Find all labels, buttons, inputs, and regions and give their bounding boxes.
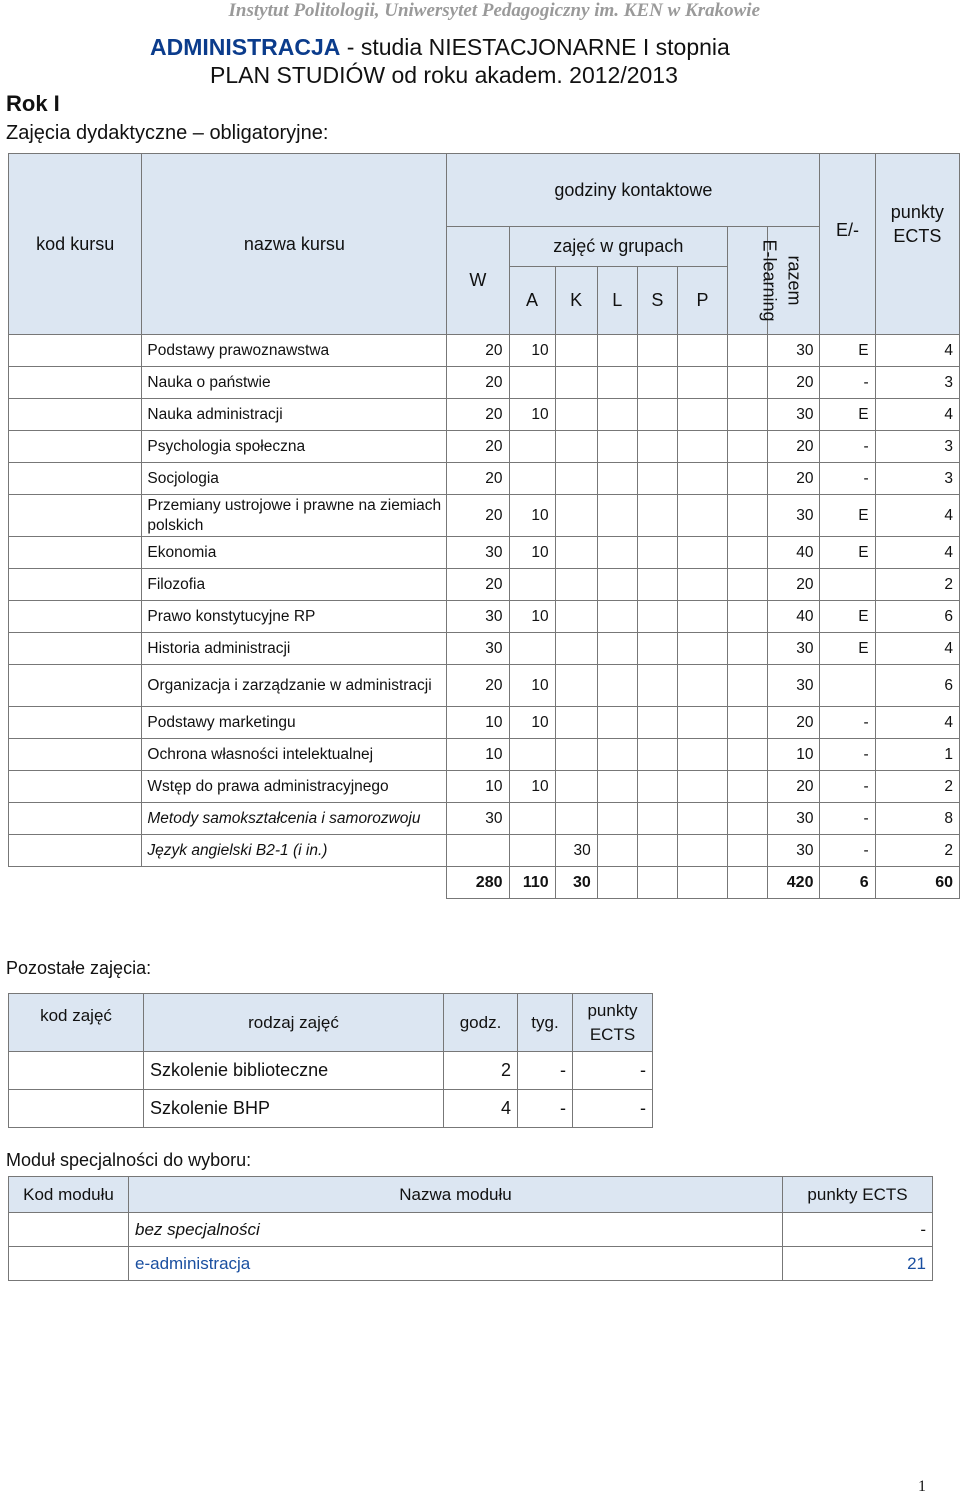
course-row-a: 10	[509, 601, 555, 633]
module-row-name: bez specjalności	[129, 1213, 783, 1247]
module-header-kod: Kod modułu	[9, 1177, 129, 1213]
other-header-godz: godz.	[444, 994, 518, 1052]
total-s	[637, 867, 677, 899]
course-row-ects: 1	[875, 739, 959, 771]
course-row-ects: 2	[875, 835, 959, 867]
course-row-k	[555, 601, 597, 633]
course-row-name: Język angielski B2-1 (i in.)	[142, 835, 447, 867]
course-row-l	[597, 601, 637, 633]
course-row-s	[637, 665, 677, 707]
course-row-l	[597, 707, 637, 739]
module-row-kod	[9, 1247, 129, 1281]
course-row-name: Ochrona własności intelektualnej	[142, 739, 447, 771]
course-row-s	[637, 569, 677, 601]
course-row-kod	[9, 463, 142, 495]
course-row-l	[597, 633, 637, 665]
course-row-kod	[9, 707, 142, 739]
course-row-elearning	[728, 335, 768, 367]
course-row-razem: 30	[768, 803, 820, 835]
course-row-kod	[9, 569, 142, 601]
course-row-k	[555, 367, 597, 399]
course-row-ects: 4	[875, 537, 959, 569]
other-row-ects: -	[573, 1052, 653, 1090]
module-row-kod	[9, 1213, 129, 1247]
header-kod-kursu: kod kursu	[9, 154, 142, 335]
course-row-l	[597, 569, 637, 601]
module-row-ects: -	[783, 1213, 933, 1247]
header-elearning-cell	[728, 227, 780, 335]
course-row-elearning	[728, 601, 768, 633]
course-row	[9, 739, 960, 771]
course-row-a: 10	[509, 495, 555, 537]
course-row	[9, 771, 960, 803]
course-row-a	[509, 569, 555, 601]
course-row-a: 10	[509, 537, 555, 569]
course-row-s	[637, 771, 677, 803]
course-row-k: 30	[555, 835, 597, 867]
course-row-l	[597, 771, 637, 803]
course-row	[9, 463, 960, 495]
institute-header: Instytut Politologii, Uniwersytet Pedagogiczny im. KEN w Krakowie	[228, 0, 760, 21]
course-row-razem: 20	[768, 569, 820, 601]
course-row	[9, 665, 960, 707]
course-row-razem: 20	[768, 367, 820, 399]
course-row-p	[677, 537, 727, 569]
course-row-ects: 8	[875, 803, 959, 835]
course-row-a: 10	[509, 771, 555, 803]
course-row-s	[637, 739, 677, 771]
course-row-k	[555, 335, 597, 367]
header-punkty-ects: punkty ECTS	[875, 154, 959, 335]
totals-empty-name	[142, 867, 447, 899]
course-row-a: 10	[509, 707, 555, 739]
course-row-name: Ekonomia	[142, 537, 447, 569]
other-row-godz: 2	[444, 1052, 518, 1090]
course-row-w: 30	[447, 633, 509, 665]
course-row-w: 30	[447, 803, 509, 835]
course-row-e: -	[820, 835, 875, 867]
course-row-s	[637, 633, 677, 665]
course-row-p	[677, 335, 727, 367]
course-row-razem: 40	[768, 601, 820, 633]
mandatory-courses-table	[8, 153, 960, 899]
course-row-kod	[9, 803, 142, 835]
course-row-p	[677, 399, 727, 431]
course-row-l	[597, 399, 637, 431]
course-row-l	[597, 367, 637, 399]
course-row-w: 20	[447, 495, 509, 537]
course-row-k	[555, 399, 597, 431]
course-row-ects: 4	[875, 399, 959, 431]
header-nazwa-kursu: nazwa kursu	[142, 154, 447, 335]
course-row-kod	[9, 665, 142, 707]
course-row-ects: 4	[875, 633, 959, 665]
other-header-rodzaj: rodzaj zajęć	[144, 994, 444, 1052]
course-row-e: -	[820, 367, 875, 399]
course-row-w: 10	[447, 771, 509, 803]
course-row-elearning	[728, 739, 768, 771]
course-row-kod	[9, 335, 142, 367]
year-heading: Rok I	[6, 91, 60, 116]
course-row	[9, 835, 960, 867]
course-row-p	[677, 633, 727, 665]
course-row-s	[637, 463, 677, 495]
course-row-w: 20	[447, 431, 509, 463]
course-row	[9, 707, 960, 739]
course-row	[9, 601, 960, 633]
course-row-a: 10	[509, 335, 555, 367]
course-row-w: 20	[447, 569, 509, 601]
course-row-kod	[9, 495, 142, 537]
module-row-name: e-administracja	[129, 1247, 783, 1281]
course-row-s	[637, 367, 677, 399]
course-row-razem: 30	[768, 633, 820, 665]
total-a: 110	[509, 867, 555, 899]
header-e-exam: E/-	[820, 154, 875, 335]
course-row-w: 10	[447, 739, 509, 771]
course-row-k	[555, 495, 597, 537]
course-row-s	[637, 431, 677, 463]
course-row-name: Socjologia	[142, 463, 447, 495]
course-row-elearning	[728, 431, 768, 463]
course-row-s	[637, 835, 677, 867]
course-row	[9, 633, 960, 665]
course-row-razem: 20	[768, 771, 820, 803]
course-row-name: Przemiany ustrojowe i prawne na ziemiach polskich	[142, 495, 447, 537]
course-row-ects: 2	[875, 771, 959, 803]
course-row-name: Podstawy prawoznawstwa	[142, 335, 447, 367]
course-row-a	[509, 633, 555, 665]
course-row-w: 20	[447, 335, 509, 367]
course-row-razem: 30	[768, 335, 820, 367]
course-row-s	[637, 707, 677, 739]
course-row-k	[555, 431, 597, 463]
course-row-s	[637, 601, 677, 633]
course-row-w: 20	[447, 399, 509, 431]
course-row-e: E	[820, 399, 875, 431]
course-row-e	[820, 665, 875, 707]
course-row-a	[509, 367, 555, 399]
module-header-ects: punkty ECTS	[783, 1177, 933, 1213]
course-row-w: 20	[447, 463, 509, 495]
program-title	[150, 34, 730, 61]
other-row-tyg: -	[518, 1052, 573, 1090]
course-row-p	[677, 463, 727, 495]
course-row-l	[597, 431, 637, 463]
header-razem: razem	[784, 255, 805, 306]
other-row-tyg: -	[518, 1090, 573, 1128]
totals-row	[9, 867, 960, 899]
course-row-ects: 4	[875, 707, 959, 739]
course-row-p	[677, 495, 727, 537]
course-row-w: 30	[447, 537, 509, 569]
course-row-w: 10	[447, 707, 509, 739]
course-row-name: Wstęp do prawa administracyjnego	[142, 771, 447, 803]
course-row-p	[677, 803, 727, 835]
course-row-kod	[9, 771, 142, 803]
header-elearning: E-learning	[759, 239, 780, 322]
course-row-p	[677, 601, 727, 633]
course-row-name: Podstawy marketingu	[142, 707, 447, 739]
course-row-l	[597, 665, 637, 707]
course-row-a	[509, 803, 555, 835]
course-row-elearning	[728, 707, 768, 739]
total-e: 6	[820, 867, 875, 899]
course-row	[9, 367, 960, 399]
course-row-s	[637, 537, 677, 569]
total-l	[597, 867, 637, 899]
specialization-module-table	[8, 1176, 933, 1281]
course-row-k	[555, 771, 597, 803]
course-row-razem: 20	[768, 707, 820, 739]
other-row-ects: -	[573, 1090, 653, 1128]
course-row-razem: 40	[768, 537, 820, 569]
course-row-ects: 2	[875, 569, 959, 601]
course-row-a: 10	[509, 665, 555, 707]
course-row-elearning	[728, 771, 768, 803]
course-row-elearning	[728, 367, 768, 399]
module-row-ects: 21	[783, 1247, 933, 1281]
course-row-p	[677, 771, 727, 803]
course-row-ects: 4	[875, 335, 959, 367]
course-row-ects: 6	[875, 665, 959, 707]
course-row	[9, 495, 960, 537]
course-row-razem: 30	[768, 399, 820, 431]
course-row-ects: 3	[875, 367, 959, 399]
page-number: 1	[918, 1478, 926, 1495]
course-row-a	[509, 835, 555, 867]
course-row-kod	[9, 633, 142, 665]
program-name: ADMINISTRACJA	[150, 34, 341, 60]
course-row-e	[820, 569, 875, 601]
other-row-name: Szkolenie biblioteczne	[144, 1052, 444, 1090]
course-row-e: -	[820, 463, 875, 495]
course-row-razem: 30	[768, 665, 820, 707]
course-row-e: -	[820, 771, 875, 803]
header-w: W	[447, 227, 509, 335]
course-row-e: E	[820, 601, 875, 633]
course-row-e: E	[820, 495, 875, 537]
course-row-kod	[9, 601, 142, 633]
course-row-w: 30	[447, 601, 509, 633]
course-row-a: 10	[509, 399, 555, 431]
header-a: A	[509, 267, 555, 335]
other-header-tyg: tyg.	[518, 994, 573, 1052]
course-row-w: 20	[447, 367, 509, 399]
course-row-razem: 30	[768, 835, 820, 867]
section-mandatory-heading: Zajęcia dydaktyczne – obligatoryjne:	[6, 122, 329, 144]
course-row-razem: 20	[768, 463, 820, 495]
course-row-razem: 10	[768, 739, 820, 771]
plan-title: PLAN STUDIÓW od roku akadem. 2012/2013	[210, 62, 678, 88]
course-row-k	[555, 633, 597, 665]
other-row-kod	[9, 1090, 144, 1128]
course-row-a	[509, 739, 555, 771]
course-row-k	[555, 537, 597, 569]
course-row	[9, 431, 960, 463]
mandatory-courses-body	[9, 335, 960, 867]
course-row-ects: 6	[875, 601, 959, 633]
course-row-kod	[9, 739, 142, 771]
course-row-elearning	[728, 665, 768, 707]
course-row-s	[637, 803, 677, 835]
course-row-l	[597, 537, 637, 569]
course-row-elearning	[728, 463, 768, 495]
course-row-l	[597, 803, 637, 835]
course-row-e: -	[820, 431, 875, 463]
course-row-l	[597, 835, 637, 867]
course-row-elearning	[728, 569, 768, 601]
course-row-s	[637, 495, 677, 537]
section-module-heading: Moduł specjalności do wyboru:	[6, 1150, 252, 1170]
course-row-s	[637, 335, 677, 367]
header-zajec-w-grupach: zajęć w grupach	[509, 227, 728, 267]
course-row-kod	[9, 537, 142, 569]
header-l: L	[597, 267, 637, 335]
header-k: K	[555, 267, 597, 335]
course-row-k	[555, 463, 597, 495]
other-header-ects: punkty ECTS	[573, 994, 653, 1052]
course-row-ects: 3	[875, 431, 959, 463]
total-ects: 60	[875, 867, 959, 899]
course-row-elearning	[728, 633, 768, 665]
course-row-elearning	[728, 803, 768, 835]
course-row-p	[677, 665, 727, 707]
course-row-a	[509, 463, 555, 495]
course-row-l	[597, 335, 637, 367]
course-row-e: -	[820, 707, 875, 739]
course-row-p	[677, 569, 727, 601]
module-row	[9, 1247, 933, 1281]
course-row-ects: 4	[875, 495, 959, 537]
total-w: 280	[447, 867, 509, 899]
course-row-name: Historia administracji	[142, 633, 447, 665]
course-row	[9, 803, 960, 835]
totals-empty-kod	[9, 867, 142, 899]
header-p: P	[677, 267, 727, 335]
course-row-elearning	[728, 537, 768, 569]
course-row-w: 20	[447, 665, 509, 707]
course-row-elearning	[728, 835, 768, 867]
course-row-e: E	[820, 633, 875, 665]
course-row	[9, 399, 960, 431]
total-p	[677, 867, 727, 899]
other-row-kod	[9, 1052, 144, 1090]
course-row-name: Prawo konstytucyjne RP	[142, 601, 447, 633]
course-row-w	[447, 835, 509, 867]
other-header-kod: kod zajęć	[9, 994, 144, 1052]
course-row-name: Metody samokształcenia i samorozwoju	[142, 803, 447, 835]
total-k: 30	[555, 867, 597, 899]
course-row-kod	[9, 835, 142, 867]
course-row-e: -	[820, 803, 875, 835]
course-row-k	[555, 707, 597, 739]
total-razem: 420	[768, 867, 820, 899]
course-row-l	[597, 495, 637, 537]
course-row-k	[555, 739, 597, 771]
course-row-p	[677, 431, 727, 463]
other-row-godz: 4	[444, 1090, 518, 1128]
course-row-name: Filozofia	[142, 569, 447, 601]
course-row-p	[677, 707, 727, 739]
course-row-name: Psychologia społeczna	[142, 431, 447, 463]
module-row	[9, 1213, 933, 1247]
course-row-kod	[9, 367, 142, 399]
total-elearning	[728, 867, 768, 899]
course-row-p	[677, 835, 727, 867]
course-row-a	[509, 431, 555, 463]
header-godziny-kontaktowe: godziny kontaktowe	[447, 154, 820, 227]
course-row-l	[597, 463, 637, 495]
course-row-e: -	[820, 739, 875, 771]
course-row-p	[677, 739, 727, 771]
course-row-l	[597, 739, 637, 771]
course-row	[9, 537, 960, 569]
course-row-name: Nauka administracji	[142, 399, 447, 431]
course-row-e: E	[820, 335, 875, 367]
other-row-name: Szkolenie BHP	[144, 1090, 444, 1128]
course-row-k	[555, 569, 597, 601]
course-row-razem: 30	[768, 495, 820, 537]
course-row-k	[555, 803, 597, 835]
course-row-kod	[9, 431, 142, 463]
course-row-elearning	[728, 495, 768, 537]
course-row-razem: 20	[768, 431, 820, 463]
other-row	[9, 1090, 653, 1128]
course-row-name: Organizacja i zarządzanie w administracji	[142, 665, 447, 707]
course-row	[9, 335, 960, 367]
course-row-elearning	[728, 399, 768, 431]
section-other-heading: Pozostałe zajęcia:	[6, 958, 152, 978]
course-row-name: Nauka o państwie	[142, 367, 447, 399]
program-mode: - studia NIESTACJONARNE I stopnia	[340, 34, 730, 60]
course-row-k	[555, 665, 597, 707]
course-row	[9, 569, 960, 601]
other-row	[9, 1052, 653, 1090]
other-activities-table	[8, 993, 653, 1128]
course-row-s	[637, 399, 677, 431]
course-row-p	[677, 367, 727, 399]
header-s: S	[637, 267, 677, 335]
course-row-ects: 3	[875, 463, 959, 495]
course-row-kod	[9, 399, 142, 431]
module-header-nazwa: Nazwa modułu	[129, 1177, 783, 1213]
course-row-e: E	[820, 537, 875, 569]
